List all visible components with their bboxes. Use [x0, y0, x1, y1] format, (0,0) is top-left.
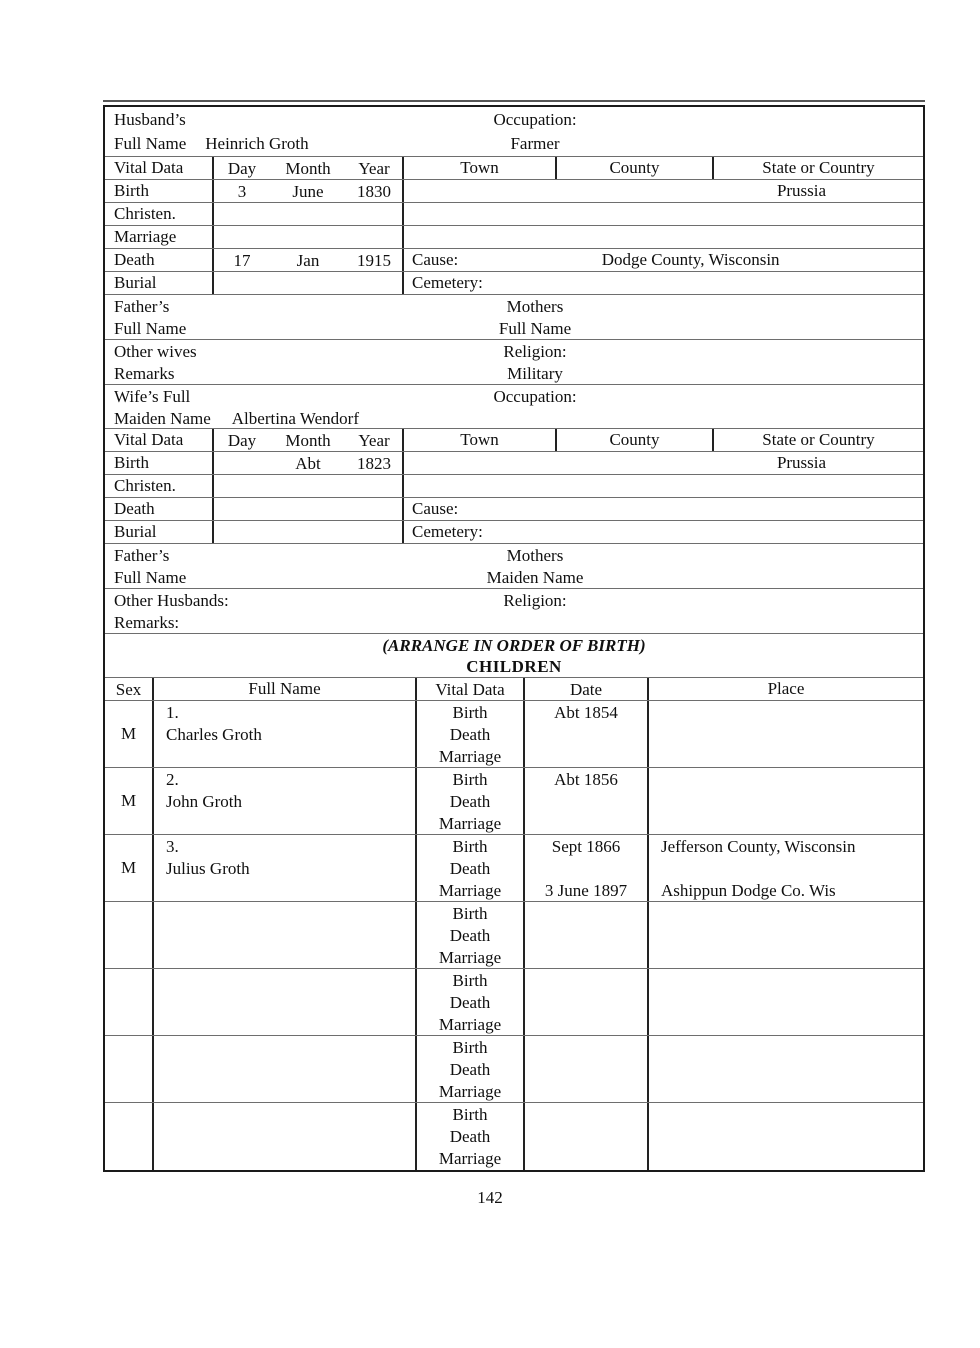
husband-christen-place-cell	[404, 203, 923, 225]
town-header: Town	[460, 158, 499, 177]
husband-birth-day: 3	[237, 181, 247, 201]
wife-death-label: Death	[114, 499, 155, 518]
child-marriage-place	[661, 813, 923, 835]
husband-remarks-label: Remarks	[114, 364, 175, 383]
husband-vital-data-label: Vital Data	[114, 158, 184, 177]
child-sex-value: M	[120, 724, 137, 743]
wife-birth-year: 1823	[357, 453, 391, 473]
child-sex	[105, 902, 152, 968]
wife-death-row	[105, 498, 923, 521]
wife-label-line1: Wife’s Full	[114, 387, 191, 406]
day-header: Day	[227, 158, 257, 178]
child-birth-date	[525, 1037, 647, 1059]
wife-vital-header-row	[105, 429, 923, 452]
wife-name-value: Albertina Wendorf	[231, 409, 359, 428]
child-birth-date	[525, 970, 647, 992]
child-marriage-place	[661, 1081, 923, 1103]
wife-burial-label: Burial	[114, 522, 157, 541]
cemetery-label: Cemetery:	[412, 273, 483, 292]
child-marriage-place	[661, 746, 923, 768]
death-label: Death	[449, 926, 491, 945]
child-birth-place	[661, 1104, 923, 1126]
child-name	[166, 925, 415, 947]
wife-christen-dmy	[212, 475, 404, 497]
family-group-sheet	[103, 105, 925, 1172]
child-marriage-place	[661, 1148, 923, 1170]
husband-marriage-label: Marriage	[114, 227, 177, 246]
year-header: Year	[358, 430, 390, 450]
husband-occupation-block	[405, 107, 665, 156]
birth-label: Birth	[452, 770, 488, 789]
wife-birth-place-cell	[404, 452, 923, 474]
child-death-place	[661, 724, 923, 746]
father-label-line2: Full Name	[114, 568, 187, 587]
child-places	[649, 1103, 923, 1170]
wife-occupation-block	[405, 385, 665, 408]
children-header-row	[105, 678, 923, 701]
child-row-3	[105, 835, 923, 902]
husband-birth-place-cell	[404, 180, 923, 202]
death-label: Death	[449, 859, 491, 878]
wife-christen-label: Christen.	[114, 476, 176, 495]
child-places	[649, 969, 923, 1035]
wife-birth-label: Birth	[114, 453, 149, 472]
marriage-label: Marriage	[438, 747, 502, 766]
death-label: Death	[449, 725, 491, 744]
child-number	[166, 1104, 415, 1126]
town-header: Town	[460, 430, 499, 449]
child-name-cell	[152, 969, 415, 1035]
wife-birth-row	[105, 452, 923, 475]
child-places	[649, 701, 923, 767]
child-death-date	[525, 992, 647, 1014]
birth-label: Birth	[452, 1105, 488, 1124]
cause-label: Cause:	[412, 499, 459, 518]
mother-label-line1: Mothers	[506, 546, 564, 565]
child-vital-labels	[415, 701, 525, 767]
arrange-note: (ARRANGE IN ORDER OF BIRTH)	[382, 636, 646, 655]
child-dates	[525, 1103, 649, 1170]
place-header: Place	[767, 679, 805, 698]
child-death-date	[525, 1059, 647, 1081]
child-birth-date: Sept 1866	[551, 837, 621, 856]
husband-birth-year: 1830	[357, 181, 391, 201]
child-death-place	[661, 1059, 923, 1081]
county-header: County	[555, 429, 712, 451]
husband-occupation-label: Occupation:	[493, 110, 577, 129]
husband-marriage-place-cell	[404, 226, 923, 248]
child-name: Charles Groth	[166, 725, 262, 744]
wife-dmy-header	[212, 429, 404, 451]
child-dates	[525, 969, 649, 1035]
husband-death-cause-value: Dodge County, Wisconsin	[601, 250, 780, 269]
child-name: John Groth	[166, 792, 243, 811]
child-death-date	[525, 1126, 647, 1148]
husband-birth-row	[105, 180, 923, 203]
child-vital-labels	[415, 969, 525, 1035]
child-birth-date: Abt 1854	[554, 703, 618, 722]
child-death-date	[525, 925, 647, 947]
child-marriage-date	[525, 1014, 647, 1036]
child-name-cell	[152, 768, 415, 834]
wife-christen-row	[105, 475, 923, 498]
husband-label-line2: Full Name	[114, 134, 187, 153]
husband-name-row	[105, 107, 923, 157]
child-marriage-place	[661, 947, 923, 969]
mother-label-line2: Full Name	[498, 319, 572, 338]
husband-other-wives-row	[105, 340, 923, 385]
child-death-place	[661, 858, 923, 880]
wife-label-line2: Maiden Name	[114, 409, 211, 428]
child-places	[649, 1036, 923, 1102]
husband-christen-dmy	[212, 203, 404, 225]
wife-death-cause-cell	[404, 498, 923, 520]
child-row-6	[105, 1036, 923, 1103]
marriage-label: Marriage	[438, 814, 502, 833]
child-vital-labels	[415, 768, 525, 834]
child-number: 3.	[166, 837, 179, 856]
child-death-date	[525, 724, 647, 746]
wife-other-husbands-row	[105, 589, 923, 634]
wife-vital-data-label: Vital Data	[114, 430, 184, 449]
child-marriage-date: 3 June 1897	[544, 881, 628, 900]
wife-remarks-label: Remarks:	[114, 613, 180, 632]
child-sex	[105, 701, 152, 767]
child-sex-value: M	[120, 791, 137, 810]
religion-label: Religion:	[503, 591, 567, 610]
husband-birth-dmy	[212, 180, 404, 202]
child-number	[166, 1037, 415, 1059]
military-label: Military	[507, 364, 563, 383]
child-birth-date	[525, 1104, 647, 1126]
page-number: 142	[477, 1188, 503, 1207]
child-dates	[525, 902, 649, 968]
child-marriage-date	[525, 1081, 647, 1103]
birth-label: Birth	[452, 971, 488, 990]
death-label: Death	[449, 1060, 491, 1079]
husband-dmy-header	[212, 157, 404, 179]
wife-occupation-label: Occupation:	[493, 387, 577, 406]
husband-burial-dmy	[212, 272, 404, 294]
father-label-line1: Father’s	[114, 297, 170, 316]
husband-religion-block	[405, 340, 665, 385]
child-marriage-date	[525, 1148, 647, 1170]
child-row-7	[105, 1103, 923, 1170]
children-title: CHILDREN	[466, 657, 562, 676]
state-header: State or Country	[712, 429, 923, 451]
child-sex	[105, 835, 152, 901]
death-label: Death	[449, 792, 491, 811]
child-sex	[105, 1103, 152, 1170]
husband-death-month: Jan	[296, 250, 320, 270]
birth-label: Birth	[452, 1038, 488, 1057]
child-birth-place	[661, 970, 923, 992]
wife-mother-block	[405, 544, 665, 589]
mother-label-line1: Mothers	[506, 297, 564, 316]
wife-parents-row	[105, 544, 923, 589]
child-number	[166, 970, 415, 992]
husband-christen-label: Christen.	[114, 204, 176, 223]
wife-name-row	[105, 385, 923, 429]
child-birth-date: Abt 1856	[554, 770, 618, 789]
birth-label: Birth	[452, 837, 488, 856]
husband-burial-cemetery-cell	[404, 272, 923, 294]
child-death-place	[661, 925, 923, 947]
child-birth-place	[661, 769, 923, 791]
marriage-label: Marriage	[438, 881, 502, 900]
child-vital-labels	[415, 902, 525, 968]
child-birth-place	[661, 903, 923, 925]
sex-header: Sex	[115, 679, 142, 699]
child-death-place	[661, 992, 923, 1014]
month-header: Month	[285, 430, 331, 450]
wife-burial-row	[105, 521, 923, 544]
husband-death-dmy	[212, 249, 404, 271]
vital-data-header: Vital Data	[415, 678, 525, 700]
wife-religion-block	[405, 589, 665, 612]
child-death-date	[525, 791, 647, 813]
husband-birth-state: Prussia	[776, 181, 827, 200]
husband-birth-label: Birth	[114, 181, 149, 200]
child-vital-labels	[415, 1103, 525, 1170]
wife-birth-dmy	[212, 452, 404, 474]
day-header: Day	[227, 430, 257, 450]
child-name: Julius Groth	[166, 859, 250, 878]
other-wives-block	[105, 340, 197, 384]
child-number: 1.	[166, 703, 179, 722]
husband-death-day: 17	[233, 250, 251, 270]
cause-label: Cause:	[412, 250, 459, 269]
wife-birth-state: Prussia	[776, 453, 827, 472]
husband-death-label: Death	[114, 250, 155, 269]
child-dates	[525, 1036, 649, 1102]
child-birth-date	[525, 903, 647, 925]
husband-marriage-dmy	[212, 226, 404, 248]
child-sex	[105, 1036, 152, 1102]
wife-burial-dmy	[212, 521, 404, 543]
full-name-header: Full Name	[152, 678, 415, 700]
husband-vital-header-row	[105, 157, 923, 180]
wife-christen-place-cell	[404, 475, 923, 497]
child-dates	[525, 835, 649, 901]
husband-occupation-value: Farmer	[510, 134, 560, 153]
husband-label-line2-row	[114, 132, 309, 156]
child-name-cell	[152, 1036, 415, 1102]
year-header: Year	[358, 158, 390, 178]
child-row-5	[105, 969, 923, 1036]
child-number: 2.	[166, 770, 179, 789]
wife-birth-month: Abt	[295, 453, 321, 473]
child-vital-labels	[415, 835, 525, 901]
death-label: Death	[449, 993, 491, 1012]
child-name-cell	[152, 1103, 415, 1170]
child-death-place	[661, 791, 923, 813]
state-header: State or Country	[712, 157, 923, 179]
father-label-line2: Full Name	[114, 319, 187, 338]
birth-label: Birth	[452, 904, 488, 923]
child-name-cell	[152, 701, 415, 767]
husband-parents-row	[105, 295, 923, 340]
wife-burial-cemetery-cell	[404, 521, 923, 543]
religion-label: Religion:	[503, 342, 567, 361]
cemetery-label: Cemetery:	[412, 522, 483, 541]
child-places	[649, 835, 923, 901]
child-row-1	[105, 701, 923, 768]
child-dates	[525, 768, 649, 834]
child-number	[166, 903, 415, 925]
father-label-line1: Father’s	[114, 546, 170, 565]
wife-label-line2-row	[114, 408, 359, 430]
husband-label-line1: Husband’s	[114, 110, 186, 129]
child-name	[166, 1126, 415, 1148]
child-places	[649, 768, 923, 834]
child-marriage-place: Ashippun Dodge Co. Wis	[661, 881, 836, 900]
death-label: Death	[449, 1127, 491, 1146]
child-marriage-date	[525, 746, 647, 768]
child-places	[649, 902, 923, 968]
husband-mother-block	[405, 295, 665, 340]
husband-death-row	[105, 249, 923, 272]
child-name-cell	[152, 902, 415, 968]
child-row-2	[105, 768, 923, 835]
child-birth-place	[661, 702, 923, 724]
husband-burial-row	[105, 272, 923, 295]
child-sex	[105, 768, 152, 834]
husband-marriage-row	[105, 226, 923, 249]
child-sex	[105, 969, 152, 1035]
other-husbands-label: Other Husbands:	[114, 591, 229, 610]
wife-name-block	[105, 385, 359, 428]
husband-christen-row	[105, 203, 923, 226]
month-header: Month	[285, 158, 331, 178]
child-name-cell	[152, 835, 415, 901]
wife-father-block	[105, 544, 186, 588]
child-name	[166, 1059, 415, 1081]
child-marriage-date	[525, 813, 647, 835]
birth-label: Birth	[452, 703, 488, 722]
husband-name-value: Heinrich Groth	[205, 134, 309, 153]
marriage-label: Marriage	[438, 1015, 502, 1034]
husband-death-year: 1915	[357, 250, 391, 270]
husband-birth-month: June	[292, 181, 324, 201]
husband-burial-label: Burial	[114, 273, 157, 292]
child-row-4	[105, 902, 923, 969]
child-birth-place: Jefferson County, Wisconsin	[661, 837, 856, 856]
marriage-label: Marriage	[438, 948, 502, 967]
child-vital-labels	[415, 1036, 525, 1102]
child-death-date	[525, 858, 647, 880]
child-marriage-date	[525, 947, 647, 969]
county-header: County	[555, 157, 712, 179]
marriage-label: Marriage	[438, 1149, 502, 1168]
children-banner-row	[105, 634, 923, 678]
mother-label-line2: Maiden Name	[486, 568, 584, 587]
other-wives-label: Other wives	[114, 342, 197, 361]
husband-death-cause-cell	[404, 249, 923, 271]
date-header: Date	[525, 678, 649, 700]
other-husbands-block	[105, 589, 229, 633]
marriage-label: Marriage	[438, 1082, 502, 1101]
child-death-place	[661, 1126, 923, 1148]
wife-death-dmy	[212, 498, 404, 520]
child-sex-value: M	[120, 858, 137, 877]
child-birth-place	[661, 1037, 923, 1059]
child-marriage-place	[661, 1014, 923, 1036]
husband-father-block	[105, 295, 186, 339]
husband-name-block	[105, 107, 309, 156]
child-dates	[525, 701, 649, 767]
child-name	[166, 992, 415, 1014]
